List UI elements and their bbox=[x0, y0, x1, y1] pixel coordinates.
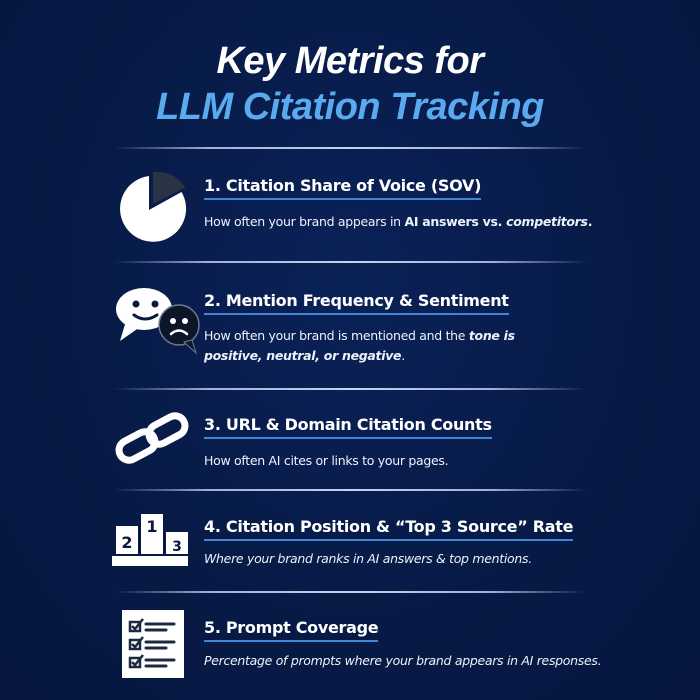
podium-label-3: 3 bbox=[172, 539, 182, 555]
metric-description: Where your brand ranks in AI answers & top mentions. bbox=[204, 551, 532, 566]
metric-description: How often your brand appears in AI answers vs. competitors. bbox=[204, 214, 593, 229]
chat-sentiment-icon bbox=[112, 285, 202, 359]
metric-heading: 1. Citation Share of Voice (SOV) bbox=[204, 176, 481, 200]
podium-label-2: 2 bbox=[121, 533, 133, 552]
metric-heading: 3. URL & Domain Citation Counts bbox=[204, 415, 492, 439]
metric-description: How often your brand is mentioned and the tone is positive, neutral, or negative. bbox=[204, 328, 515, 363]
divider bbox=[114, 261, 586, 263]
divider bbox=[114, 388, 586, 390]
title-line-1: Key Metrics for bbox=[216, 40, 484, 82]
divider bbox=[114, 489, 586, 491]
title-line-2: LLM Citation Tracking bbox=[156, 86, 544, 128]
link-chain-icon bbox=[112, 412, 192, 468]
metric-heading: 5. Prompt Coverage bbox=[204, 618, 378, 642]
divider bbox=[114, 147, 586, 149]
podium-icon bbox=[112, 510, 192, 572]
divider bbox=[114, 591, 586, 593]
pie-chart-icon bbox=[112, 172, 188, 246]
metric-heading: 2. Mention Frequency & Sentiment bbox=[204, 291, 509, 315]
metric-description: Percentage of prompts where your brand appears in AI responses. bbox=[204, 653, 602, 668]
checklist-icon bbox=[122, 610, 186, 684]
metric-heading: 4. Citation Position & “Top 3 Source” Rate bbox=[204, 517, 573, 541]
podium-label-1: 1 bbox=[146, 517, 158, 536]
metric-description: How often AI cites or links to your pages. bbox=[204, 453, 449, 468]
